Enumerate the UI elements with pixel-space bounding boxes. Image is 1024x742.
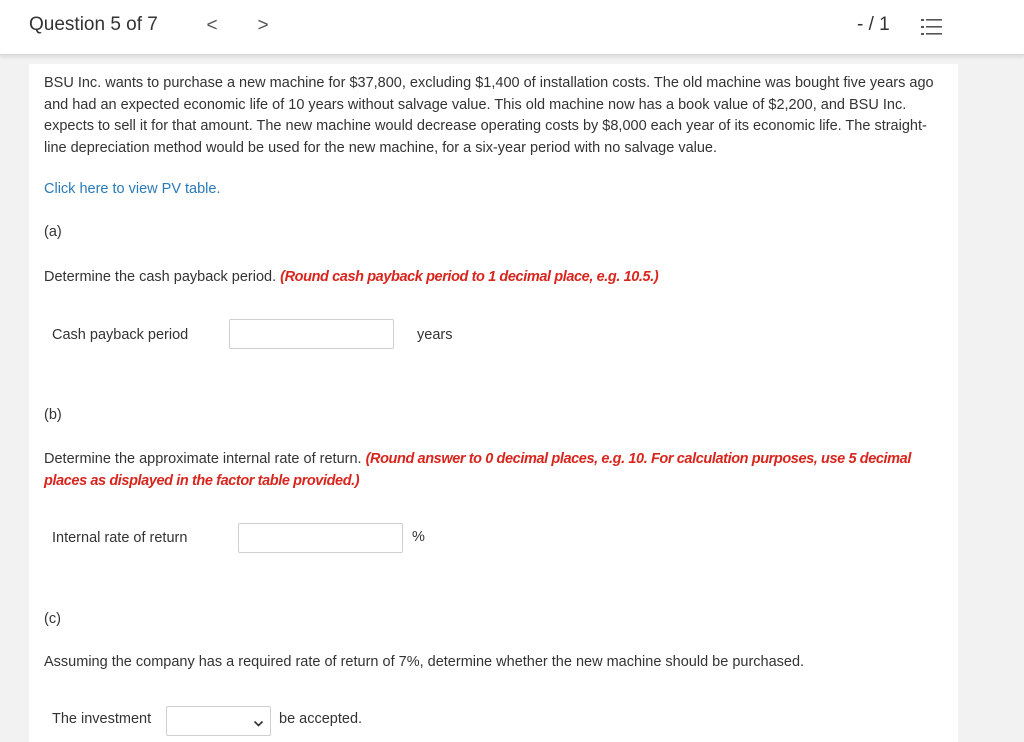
part-c-instruction: Assuming the company has a required rate of return of 7%, determine whether the new machine should be purchased. [44, 654, 805, 670]
question-list-icon[interactable] [921, 18, 943, 36]
irr-label: Internal rate of return [52, 530, 188, 546]
part-b-hint: (Round answer to 0 decimal places, e.g. 10. For calculation purposes, use 5 decimal places as displayed in the factor table provided.) [44, 451, 911, 489]
part-b-instruction-text: Determine the approximate internal rate of return. [44, 451, 362, 467]
investment-label: The investment [52, 711, 152, 727]
pv-table-link[interactable]: Click here to view PV table. [44, 181, 221, 197]
part-b-label: (b) [44, 407, 62, 423]
cash-payback-input[interactable] [229, 319, 394, 349]
part-c-label: (c) [44, 611, 61, 627]
investment-decision-select[interactable] [166, 706, 271, 736]
part-a-instruction-text: Determine the cash payback period. [44, 269, 277, 285]
question-content [29, 64, 958, 742]
investment-suffix: be accepted. [279, 711, 363, 727]
question-header [0, 0, 1024, 55]
part-a-instruction [44, 266, 934, 288]
irr-unit: % [412, 529, 425, 545]
chevron-down-icon [253, 716, 264, 727]
part-a-hint: (Round cash payback period to 1 decimal place, e.g. 10.5.) [280, 269, 659, 285]
part-a-label: (a) [44, 224, 62, 240]
part-b-instruction [44, 448, 934, 492]
score-display: - / 1 [857, 14, 890, 35]
cash-payback-label: Cash payback period [52, 327, 189, 343]
next-question-button[interactable]: > [257, 15, 269, 36]
previous-question-button[interactable]: < [206, 15, 218, 36]
question-title: Question 5 of 7 [29, 14, 158, 35]
irr-input[interactable] [238, 523, 403, 553]
problem-statement: BSU Inc. wants to purchase a new machine for $37,800, excluding $1,400 of installation costs. The old machine was bought five years ago and had an expected economic life of 10 years without salvage value. This old machine now has a book value of $2,200, and BSU Inc. expects to sell it for that amount. The new machine would decrease operating costs by $8,000 each year of its economic life. The straight-line depreciation method would be used for the new machine, for a six-year period with no salvage value. [44, 75, 934, 156]
cash-payback-unit: years [417, 327, 453, 343]
